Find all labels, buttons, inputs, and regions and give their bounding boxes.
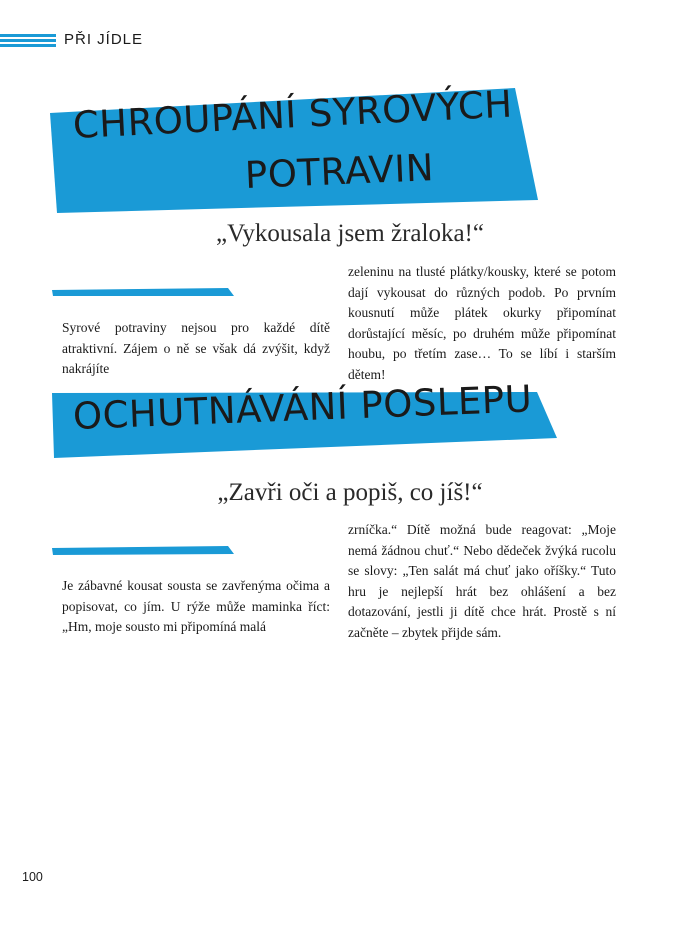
section-2-column-right: zrníčka.“ Dítě možná bude reagovat: „Moje nemá žádnou chuť.“ Nebo dědeček žvýká rucolu se slovy: „Ten salát má chuť jako oříšky.“ Tuto hru je nejlepší hrát bez ohlášení a bez dotazování, jestli ji dítě chce hrát. Prostě s ní začněte – zbytek přijde sám. [348, 522, 616, 640]
section-1-title-line-2: POTRAVIN [244, 146, 435, 197]
section-1-column-right: zeleninu na tlusté plátky/kousky, které se potom dají vykousat do různých podob. Po prvním kousnutí může plátek okurky připomínat dorůstající měsíc, po druhém může připomínat houbu, po třetím zase… To se líbí i starším dětem! [348, 264, 616, 382]
section-label: PŘI JÍDLE [64, 31, 144, 48]
page-number: 100 [22, 870, 43, 884]
accent-rule-2 [52, 546, 234, 555]
section-2-title: OCHUTNÁVÁNÍ POSLEPU [72, 377, 533, 438]
section-1-column-left: Syrové potraviny nejsou pro každé dítě atraktivní. Zájem o ně se však dá zvýšit, když nakrájíte [62, 320, 330, 376]
section-1-title-line-1: CHROUPÁNÍ SYROVÝCH [71, 82, 514, 147]
section-2-quote: „Zavři oči a popiš, co jíš!“ [217, 479, 483, 506]
section-2-column-left: Je zábavné kousat sousta se zavřenýma očima a popisovat, co jím. U rýže může maminka říct: „Hm, moje sousto mi připomíná malá [62, 578, 330, 634]
section-1-quote: „Vykousala jsem žraloka!“ [216, 220, 484, 247]
accent-rule-1 [52, 288, 234, 296]
